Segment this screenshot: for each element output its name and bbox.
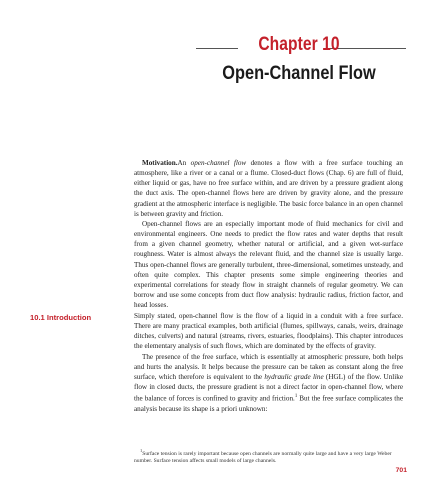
chapter-label: Chapter 10 [258,34,340,55]
introduction-paragraph-2 [134,352,403,414]
motivation-paragraph-2: Open-channel flows are an especially important mode of fluid mechanics for civil and environmental engineers. One needs to predict the flow rates and water depths that result from a given channel geometry, whether natural or artificial, and a given wet-surface roughness. Water is almost always the relevant fluid, and the channel size is usually large. Thus open-channel flows are generally turbulent, three-dimensional, sometimes unsteady, and often quite complex. This chapter presents some simple engineering theories and experimental correlations for steady flow in straight channels of regular geometry. We can borrow and use some concepts from duct flow analysis: hydraulic radius, friction factor, and head losses. [134,219,403,310]
introduction-p2-b: (HGL) of the flow. Unlike flow in closed ducts, the pressure gradient is not a direct factor in open-channel flow, where the balance of forces is confined to gravity and friction. [134,372,403,403]
introduction-p2-a: The presence of the free surface, which is essentially at atmospheric pressure, both helps and hurts the analysis. It helps because the pressure can be taken as constant along the free surface, which therefore is equivalent to the [134,352,403,381]
term-hydraulic-grade-line: hydraulic grade line [264,372,324,381]
motivation-intro-a: An [177,159,191,167]
introduction-paragraph-1: Simply stated, open-channel flow is the flow of a liquid in a conduit with a free surface. There are many practical examples, both artificial (flumes, spillways, canals, weirs, drainage ditches, culverts) and natural (streams, rivers, estuaries, floodplains). This chapter introduces the elementary analysis of such flows, which are dominated by the effects of gravity. [134,312,403,351]
term-open-channel-flow: open-channel flow [190,159,247,167]
introduction-p2-c: But the free surface complicates the analysis because its shape is a priori unknown: [134,394,403,413]
motivation-heading: Motivation. [142,159,178,167]
footnote-reference: 1 [294,394,298,400]
motivation-intro-b: denotes a flow with a free surface touching an atmosphere, like a river or a canal or a flume. Closed-duct flows (Chap. 6) are full of fluid, either liquid or gas, have no free surface within, and are driven by a pressure gradient along the duct axis. The open-channel flows here are driven by gravity alone, and the pressure gradient at the atmospheric interface is negligible. The basic force balance in an open channel is between gravity and friction. [134,159,404,218]
motivation-block [134,158,403,310]
footnote-mark: 1 [140,448,143,453]
page-number: 701 [395,467,407,474]
chapter-title: Open-Channel Flow [222,63,376,84]
footnote-text: Surface tension is rarely important because open channels are normally quite large and have a very large Weber number. Surface tension affects small models of large channels. [134,450,392,465]
chapter-heading [186,34,412,85]
footnote [134,447,403,466]
section-heading: 10.1 Introduction [30,313,92,322]
motivation-paragraph-1 [134,158,403,219]
introduction-block [134,311,403,414]
